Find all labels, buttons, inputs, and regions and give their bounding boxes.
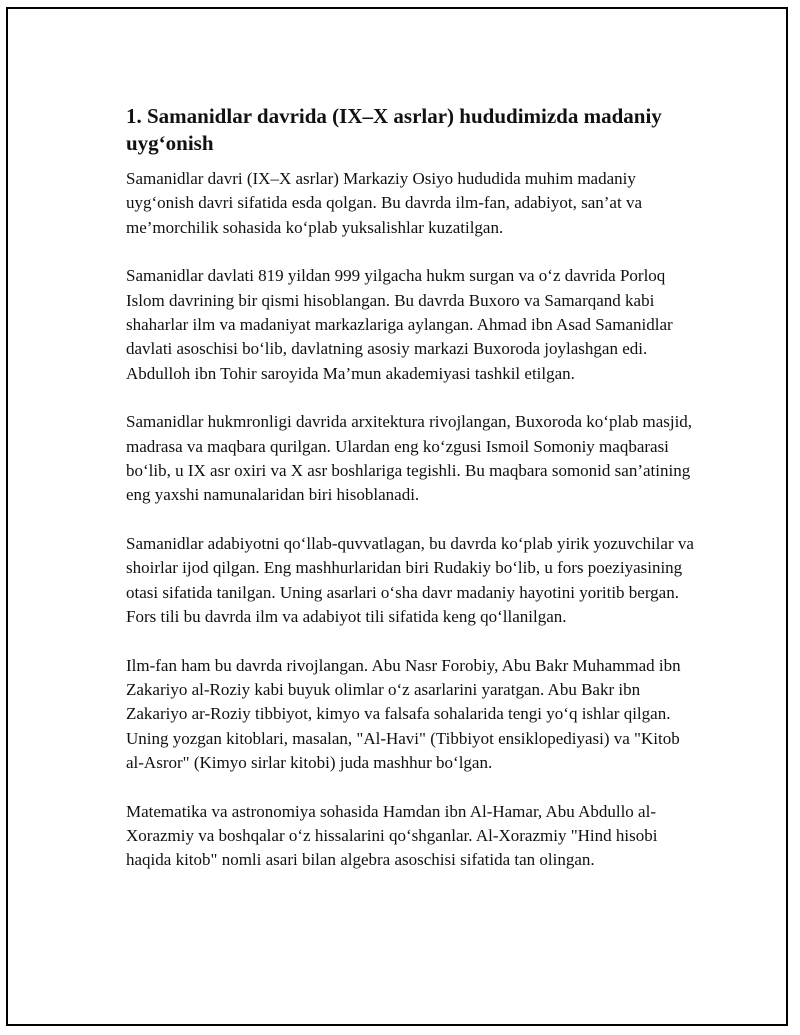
paragraph-2: Samanidlar davlati 819 yildan 999 yilgacha hukm surgan va o‘z davrida Porloq Islom davrining bir qismi hisoblangan. Bu davrda Buxoro va Samarqand kabi shaharlar ilm va madaniyat markazlariga aylangan. Ahmad ibn Asad Samanidlar davlati asoschisi bo‘lib, davlatning asosiy markazi Buxoroda joylashgan edi. Abdulloh ibn Tohir saroyida Ma’mun akademiyasi tashkil etilgan. [126, 266, 673, 383]
paragraph-4: Samanidlar adabiyotni qo‘llab-quvvatlagan, bu davrda ko‘plab yirik yozuvchilar va shoirlar ijod qilgan. Eng mashhurlaridan biri Rudakiy bo‘lib, u fors poeziyasining otasi sifatida tanilgan. Uning asarlari o‘sha davr madaniy hayotini yoritib bergan. Fors tili bu davrda ilm va adabiyot tili sifatida keng qo‘llanilgan. [126, 533, 694, 627]
paragraph-6: Matematika va astronomiya sohasida Hamdan ibn Al-Hamar, Abu Abdullo al-Xorazmiy va boshqalar o‘z hissalarini qo‘shganlar. Al-Xorazmiy "Hind hisobi haqida kitob" nomli asari bilan algebra asoschisi sifatida tan olingan. [126, 801, 658, 870]
paragraph-5: Ilm-fan ham bu davrda rivojlangan. Abu Nasr Forobiy, Abu Bakr Muhammad ibn Zakariyo al-Roziy kabi buyuk olimlar o‘z asarlarini yaratgan. Abu Bakr ibn Zakariyo ar-Roziy tibbiyot, kimyo va falsafa sohalarida tengi yo‘q ishlar qilgan. Uning yozgan kitoblari, masalan, "Al-Havi" (Tibbiyot ensiklopediyasi) va "Kitob al-Asror" (Kimyo sirlar kitobi) juda mashhur bo‘lgan. [126, 655, 681, 773]
paragraph-1: Samanidlar davri (IX–X asrlar) Markaziy Osiyo hududida muhim madaniy uyg‘onish davri sifatida esda qolgan. Bu davrda ilm-fan, adabiyot, san’at va me’morchilik sohasida ko‘plab yuksalishlar kuzatilgan. [126, 169, 642, 237]
document-heading: 1. Samanidlar davrida (IX–X asrlar) hududimizda madaniy uyg‘onish [126, 104, 662, 155]
paragraph-3: Samanidlar hukmronligi davrida arxitektura rivojlangan, Buxoroda ko‘plab masjid, madrasa va maqbara qurilgan. Ulardan eng ko‘zgusi Ismoil Somoniy maqbarasi bo‘lib, u IX asr oxiri va X asr boshlariga tegishli. Bu maqbara somonid san’atining eng yaxshi namunalaridan biri hisoblanadi. [126, 412, 693, 505]
page-frame [6, 7, 788, 1026]
document-body [126, 103, 696, 897]
